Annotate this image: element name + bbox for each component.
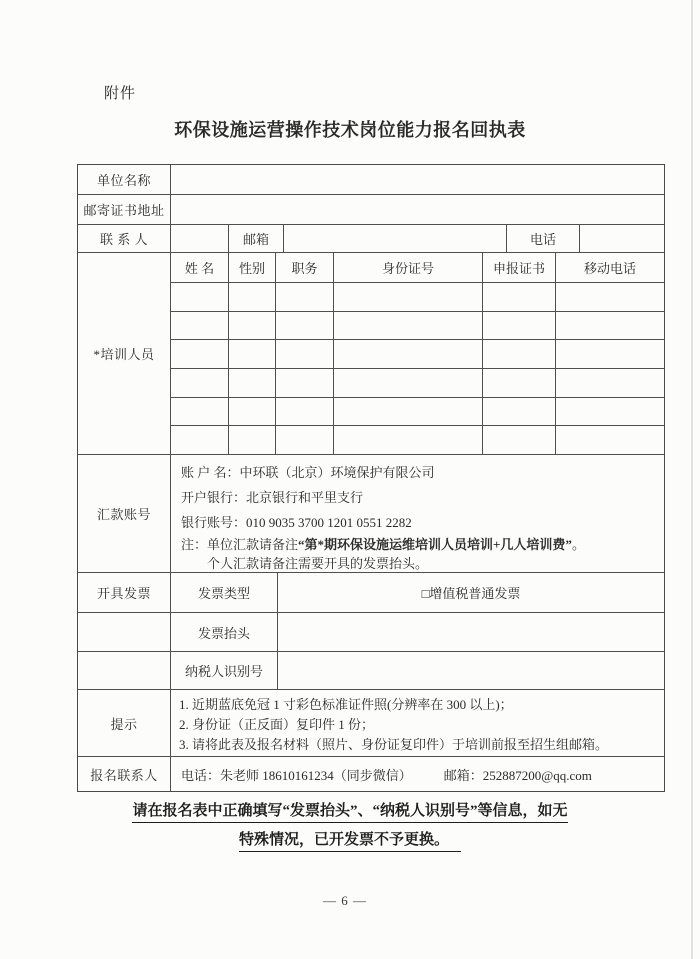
tips-label: 提示 (78, 690, 171, 756)
trainee-column-header: 申报证书 (483, 253, 556, 282)
trainee-empty-cell (334, 340, 483, 368)
tip-item: 1. 近期蓝底免冠 1 寸彩色标准证件照(分辨率在 300 以上)； (179, 697, 513, 712)
trainee-empty-cell (483, 340, 556, 368)
footer-note-line2: 特殊情况，已开发票不予更换。 (239, 830, 461, 852)
contact-email-label: 邮箱 (229, 225, 284, 252)
trainee-empty-cell (171, 398, 229, 426)
trainee-empty-cell (334, 369, 483, 397)
trainee-empty-cell (556, 340, 664, 368)
row-invoice-type (78, 573, 664, 613)
trainee-empty-cell (334, 426, 483, 454)
row-registration-contact (78, 757, 664, 791)
mail-address-label: 邮寄证书地址 (78, 195, 171, 224)
trainee-empty-cell (171, 426, 229, 454)
remittance-note-line2: 个人汇款请备注需要开具的发票抬头。 (207, 556, 429, 571)
registration-contact-info (171, 757, 664, 791)
trainees-grid (171, 253, 664, 454)
trainee-empty-cell (556, 398, 664, 426)
remittance-details (171, 455, 664, 572)
trainee-empty-cell (276, 426, 334, 454)
trainee-empty-cell (556, 426, 664, 454)
remittance-bank: 开户银行：北京银行和平里支行 (181, 490, 364, 505)
remittance-account-name: 账 户 名：中环联（北京）环境保护有限公司 (181, 465, 435, 480)
trainee-empty-cell (171, 340, 229, 368)
trainee-empty-row (171, 398, 664, 427)
trainee-empty-cell (229, 340, 276, 368)
unit-name-label: 单位名称 (78, 165, 171, 194)
row-unit-name (78, 165, 664, 195)
remittance-note-bold: “第*期环保设施运维培训人员培训+几人培训费” (298, 537, 572, 552)
trainee-empty-cell (171, 283, 229, 311)
trainee-empty-row (171, 312, 664, 341)
tip-item: 2. 身份证（正反面）复印件 1 份； (179, 717, 375, 732)
trainee-empty-cell (556, 369, 664, 397)
trainee-empty-cell (483, 426, 556, 454)
invoice-label-spacer2 (78, 652, 171, 689)
trainee-column-header: 姓 名 (171, 253, 229, 282)
trainee-empty-cell (276, 340, 334, 368)
contact-name-cell (171, 225, 229, 252)
trainee-empty-row (171, 283, 664, 312)
invoice-label: 开具发票 (78, 573, 171, 612)
invoice-title-label: 发票抬头 (171, 613, 278, 651)
trainee-empty-cell (556, 283, 664, 311)
invoice-type-label: 发票类型 (171, 573, 278, 612)
trainee-empty-cell (483, 283, 556, 311)
trainee-empty-cell (171, 369, 229, 397)
trainee-empty-row (171, 426, 664, 454)
trainee-empty-cell (483, 398, 556, 426)
footer-note (0, 797, 700, 855)
row-taxpayer-id (78, 652, 664, 690)
page-number: — 6 — (323, 893, 367, 908)
contact-email-cell (284, 225, 507, 252)
checkbox-vat-ordinary-invoice: □增值税普通发票 (421, 586, 521, 601)
invoice-label-spacer (78, 613, 171, 651)
row-mail-address (78, 195, 664, 225)
trainee-empty-cell (229, 312, 276, 340)
trainee-column-header: 移动电话 (583, 261, 636, 276)
trainee-empty-row (171, 340, 664, 369)
row-invoice-title (78, 613, 664, 652)
trainee-empty-row (171, 369, 664, 398)
trainee-empty-cell (171, 312, 229, 340)
remittance-account-number: 银行账号：010 9035 3700 1201 0551 2282 (181, 515, 412, 530)
tip-item: 3. 请将此表及报名材料（照片、身份证复印件）于培训前报至招生组邮箱。 (179, 737, 609, 752)
row-contact (78, 225, 664, 253)
remittance-label: 汇款账号 (78, 455, 171, 572)
registration-form-table (77, 164, 665, 792)
trainee-empty-cell (483, 369, 556, 397)
invoice-type-value (278, 573, 664, 612)
trainee-empty-cell (483, 312, 556, 340)
contact-phone-label: 电话 (507, 225, 580, 252)
taxpayer-id-value-cell (278, 652, 664, 689)
trainee-empty-cell (229, 283, 276, 311)
trainee-empty-cell (334, 398, 483, 426)
trainee-empty-cell (229, 398, 276, 426)
trainee-empty-cell (276, 312, 334, 340)
trainee-column-header: 性别 (229, 253, 276, 282)
contact-label: 联 系 人 (78, 225, 171, 252)
registration-contact-label: 报名联系人 (78, 757, 171, 791)
row-trainees (78, 253, 664, 455)
footer-note-line1: 请在报名表中正确填写“发票抬头”、“纳税人识别号”等信息，如无 (132, 801, 567, 823)
tips-content (171, 690, 664, 756)
trainee-column-header: 身份证号 (334, 253, 483, 282)
trainee-empty-cell (276, 398, 334, 426)
trainee-column-header: 职务 (276, 253, 334, 282)
page-title: 环保设施运营操作技术岗位能力报名回执表 (174, 120, 526, 140)
registration-contact-email: 邮箱：252887200@qq.com (443, 767, 592, 783)
trainee-empty-cell (276, 369, 334, 397)
remittance-note: 注：单位汇款请备注“第*期环保设施运维培训人员培训+几人培训费”。 (181, 537, 585, 552)
trainee-empty-cell (229, 369, 276, 397)
contact-phone-cell (580, 225, 664, 252)
invoice-title-value-cell (278, 613, 664, 651)
row-tips (78, 690, 664, 757)
trainee-empty-cell (276, 283, 334, 311)
taxpayer-id-label: 纳税人识别号 (171, 652, 278, 689)
trainee-empty-cell (556, 312, 664, 340)
registration-contact-phone: 电话：朱老师 18610161234（同步微信） (181, 767, 412, 783)
trainees-label: *培训人员 (78, 253, 171, 454)
trainee-empty-cell (229, 426, 276, 454)
attachment-label: 附件 (104, 86, 137, 102)
row-remittance (78, 455, 664, 573)
trainee-empty-cell (334, 283, 483, 311)
trainee-empty-cell (334, 312, 483, 340)
mail-address-value-cell (171, 195, 664, 224)
trainees-header-row (171, 253, 664, 283)
unit-name-value-cell (171, 165, 664, 194)
